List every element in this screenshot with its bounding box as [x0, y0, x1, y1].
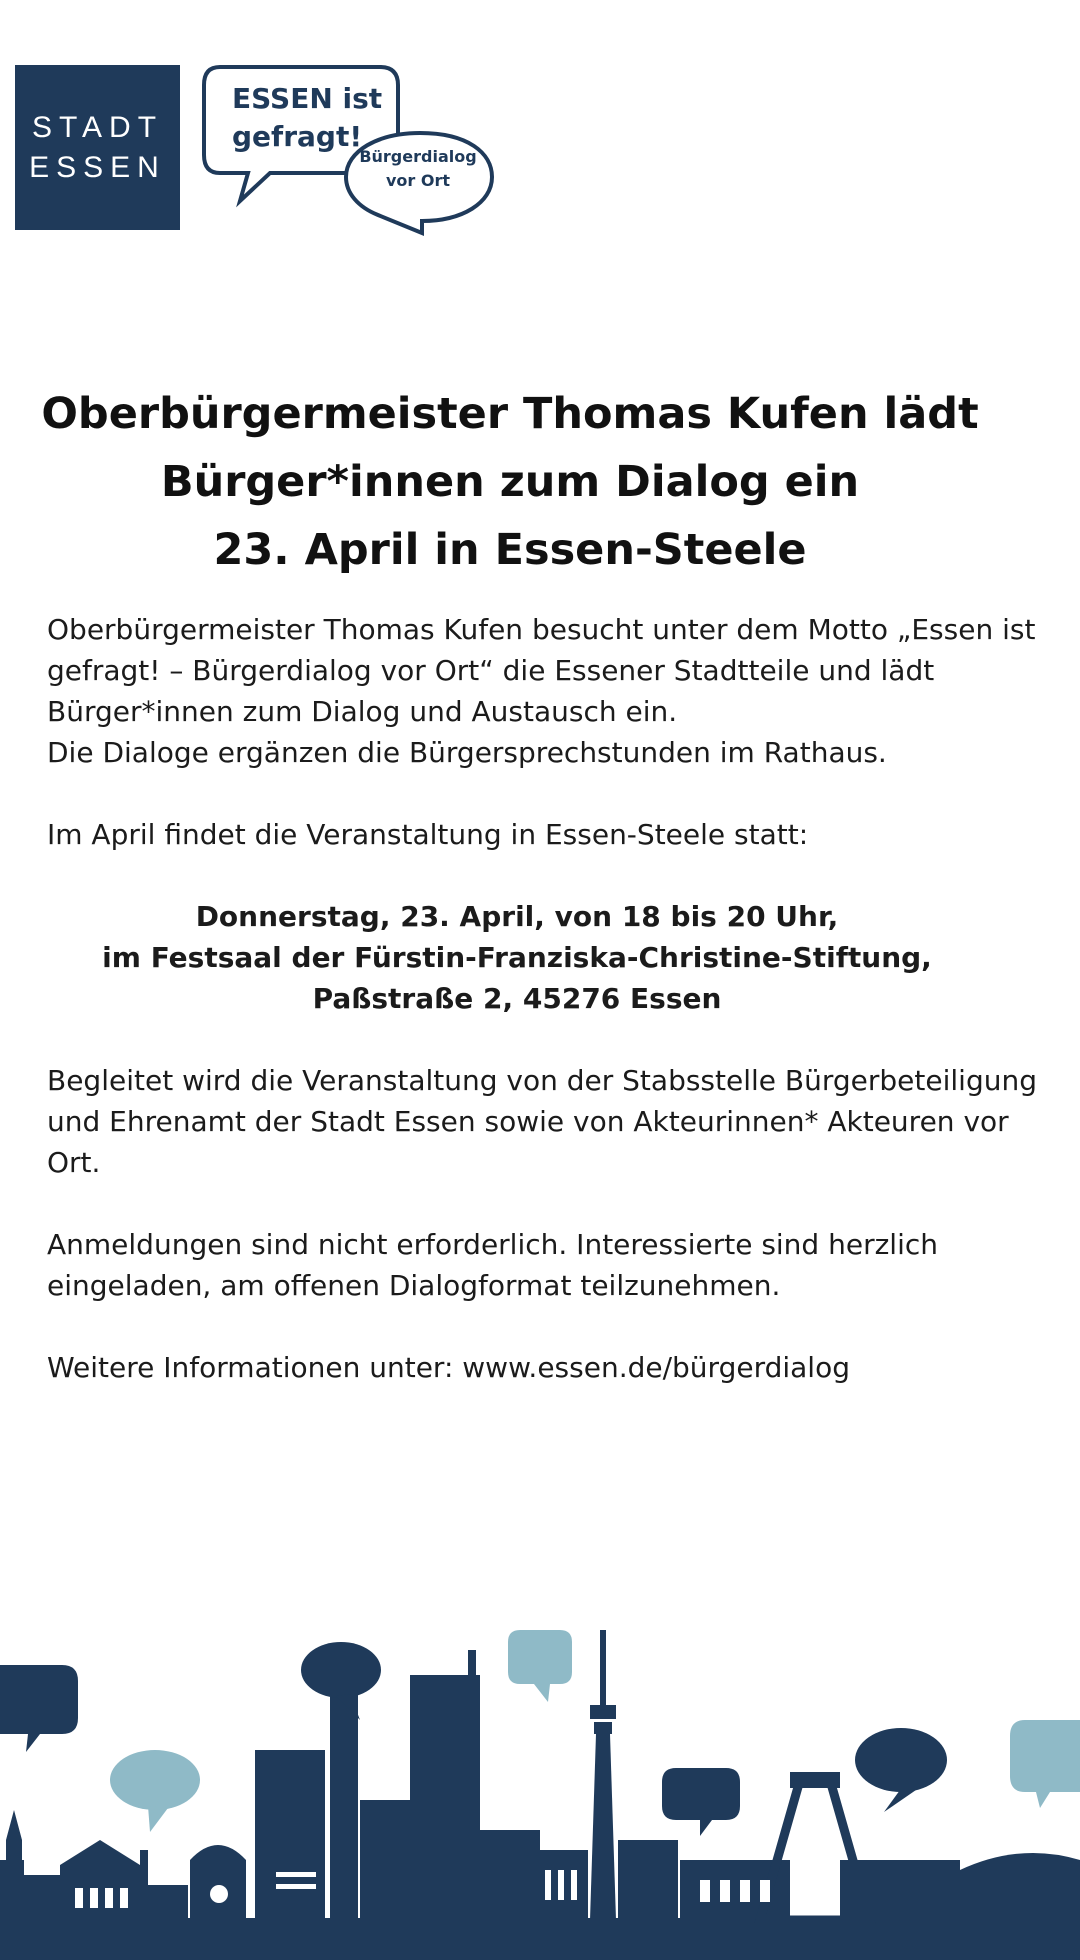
logo-bubble-line1: ESSEN ist — [232, 82, 383, 115]
registration-line2: eingeladen, am offenen Dialogformat teilzunehmen. — [47, 1269, 781, 1302]
more-info: Weitere Informationen unter: www.essen.de/bürgerdialog — [47, 1351, 850, 1384]
accompany-line1: Begleitet wird die Veranstaltung von der Stabsstelle Bürgerbeteiligung — [47, 1064, 1037, 1097]
logo-bubble-line2: gefragt! — [232, 120, 363, 153]
event-line3: Paßstraße 2, 45276 Essen — [312, 982, 722, 1015]
logo-stadt-line1: STADT — [31, 110, 164, 144]
intro-line3: Bürger*innen zum Dialog und Austausch ein. — [47, 695, 678, 728]
headline-line1: Oberbürgermeister Thomas Kufen lädt — [41, 389, 979, 439]
logo-sub-line1: Bürgerdialog — [359, 147, 477, 166]
body-text — [47, 609, 1047, 1388]
page-title — [40, 380, 980, 584]
headline-line3: 23. April in Essen-Steele — [213, 525, 807, 575]
intro-line4: Die Dialoge ergänzen die Bürgersprechstunden im Rathaus. — [47, 736, 887, 769]
accompany-line3: Ort. — [47, 1146, 101, 1179]
april-paragraph: Im April findet die Veranstaltung in Essen-Steele statt: — [47, 818, 809, 851]
event-line2: im Festsaal der Fürstin-Franziska-Christine-Stiftung, — [102, 941, 932, 974]
logo-sub-line2: vor Ort — [385, 171, 451, 190]
intro-line1: Oberbürgermeister Thomas Kufen besucht unter dem Motto „Essen ist — [47, 613, 1036, 646]
stadt-essen-logo — [15, 65, 180, 230]
event-details — [47, 896, 987, 1019]
intro-line2: gefragt! – Bürgerdialog vor Ort“ die Essener Stadtteile und lädt — [47, 654, 935, 687]
headline-line2: Bürger*innen zum Dialog ein — [160, 457, 860, 507]
registration-line1: Anmeldungen sind nicht erforderlich. Interessierte sind herzlich — [47, 1228, 938, 1261]
event-line1: Donnerstag, 23. April, von 18 bis 20 Uhr, — [195, 900, 839, 933]
essen-ist-gefragt-logo — [200, 55, 500, 245]
accompany-line2: und Ehrenamt der Stadt Essen sowie von Akteurinnen* Akteuren vor — [47, 1105, 1009, 1138]
city-skyline-illustration — [0, 1610, 1080, 1960]
logo-stadt-line2: ESSEN — [29, 150, 166, 184]
